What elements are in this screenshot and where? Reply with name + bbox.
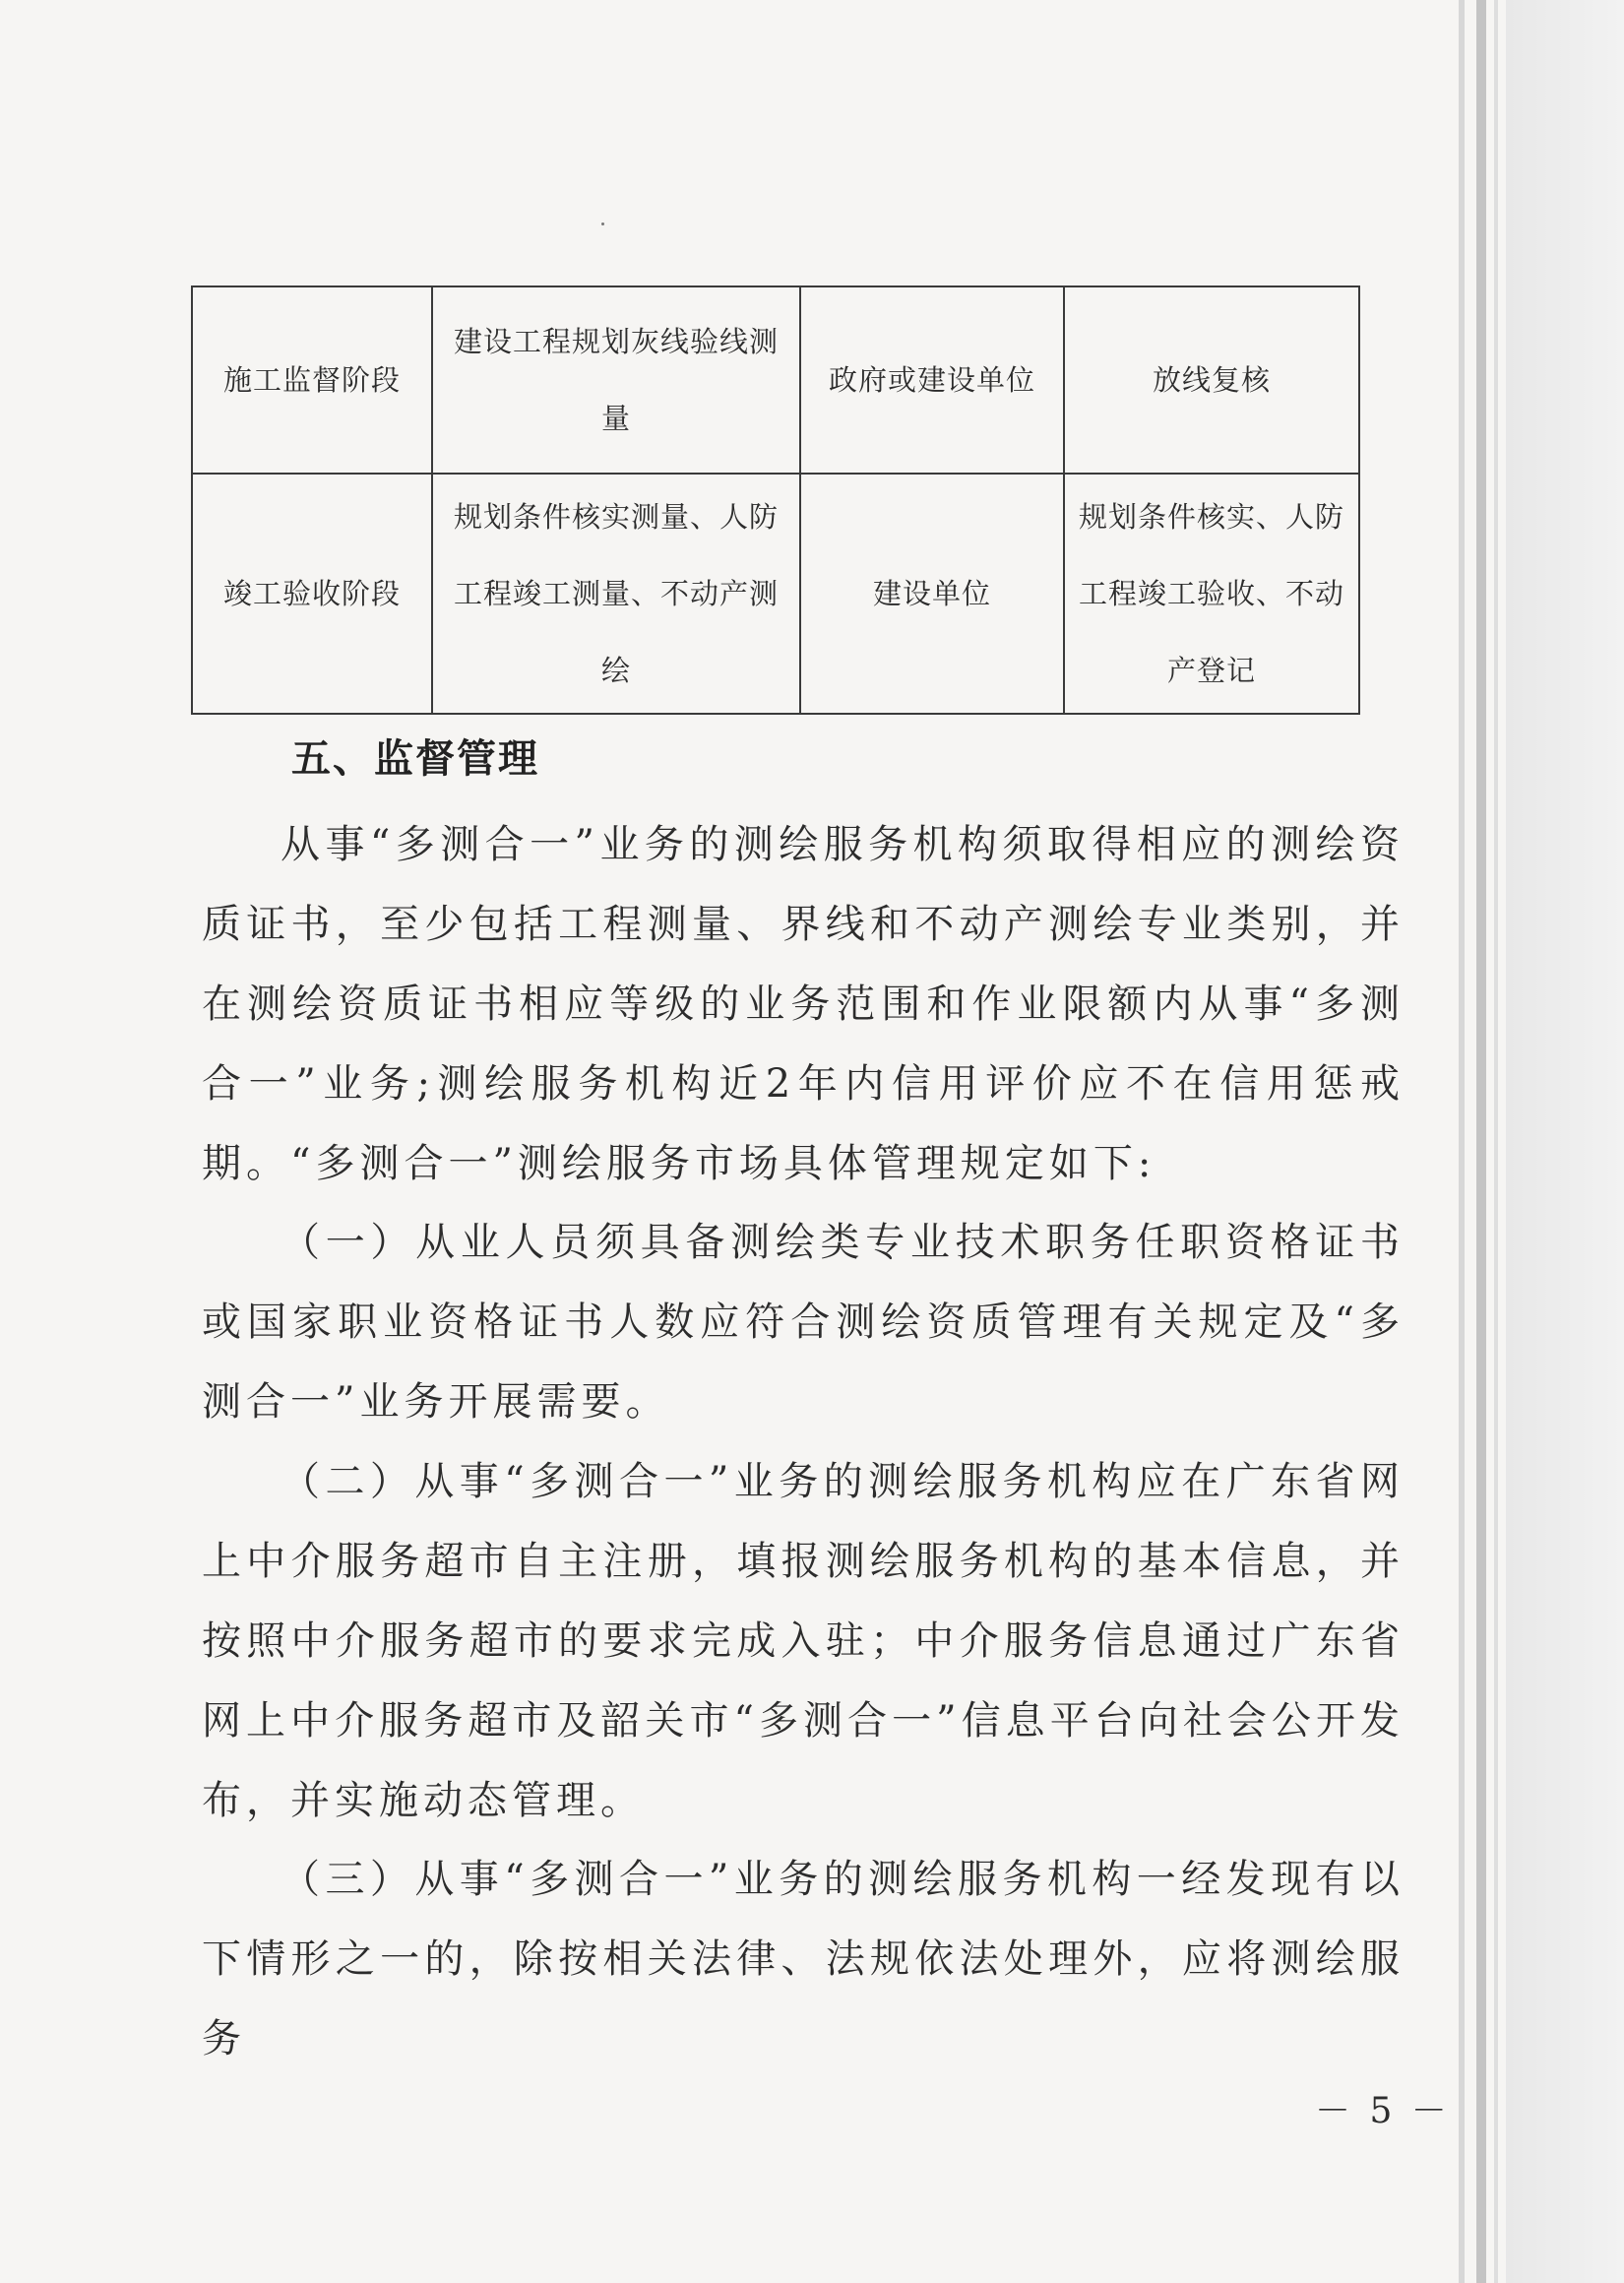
section-heading: 五、监督管理 bbox=[291, 736, 539, 782]
party-cell: 建设单位 bbox=[800, 474, 1064, 714]
binding-edge bbox=[1459, 0, 1465, 2283]
party-cell: 政府或建设单位 bbox=[800, 286, 1064, 474]
item-cell: 建设工程规划灰线验线测量 bbox=[432, 286, 800, 474]
scan-speck bbox=[601, 222, 604, 225]
binding-edge bbox=[1476, 0, 1486, 2283]
binding-edge bbox=[1494, 0, 1498, 2283]
outcome-cell: 放线复核 bbox=[1064, 286, 1359, 474]
paragraph: 从事“多测合一”业务的测绘服务机构须取得相应的测绘资质证书，至少包括工程测量、界线和不动产测绘专业类别，并在测绘资质证书相应等级的业务范围和作业限额内从事“多测合一”业务;测绘服务机构近2年内信用评价应不在信用惩戒期。“多测合一”测绘服务市场具体管理规定如下: bbox=[202, 822, 1405, 1186]
table-row bbox=[192, 286, 1359, 474]
item-cell: 规划条件核实测量、人防工程竣工测量、不动产测绘 bbox=[432, 474, 800, 714]
paragraph: （三）从事“多测合一”业务的测绘服务机构一经发现有以下情形之一的，除按相关法律、法规依法处理外，应将测绘服务 bbox=[202, 1857, 1405, 2061]
outcome-cell: 规划条件核实、人防工程竣工验收、不动产登记 bbox=[1064, 474, 1359, 714]
paragraph: （一）从业人员须具备测绘类专业技术职务任职资格证书或国家职业资格证书人数应符合测绘资质管理有关规定及“多测合一”业务开展需要。 bbox=[202, 1220, 1405, 1425]
table-row bbox=[192, 474, 1359, 714]
binding-edge bbox=[1506, 0, 1624, 2283]
stage-cell: 竣工验收阶段 bbox=[192, 474, 432, 714]
paragraph: （二）从事“多测合一”业务的测绘服务机构应在广东省网上中介服务超市自主注册，填报测绘服务机构的基本信息，并按照中介服务超市的要求完成入驻；中介服务信息通过广东省网上中介服务超市及韶关市“多测合一”信息平台向社会公开发布，并实施动态管理。 bbox=[202, 1459, 1405, 1823]
stage-cell: 施工监督阶段 bbox=[192, 286, 432, 474]
page-number: － 5 － bbox=[1315, 2091, 1451, 2131]
stage-table bbox=[191, 285, 1360, 715]
